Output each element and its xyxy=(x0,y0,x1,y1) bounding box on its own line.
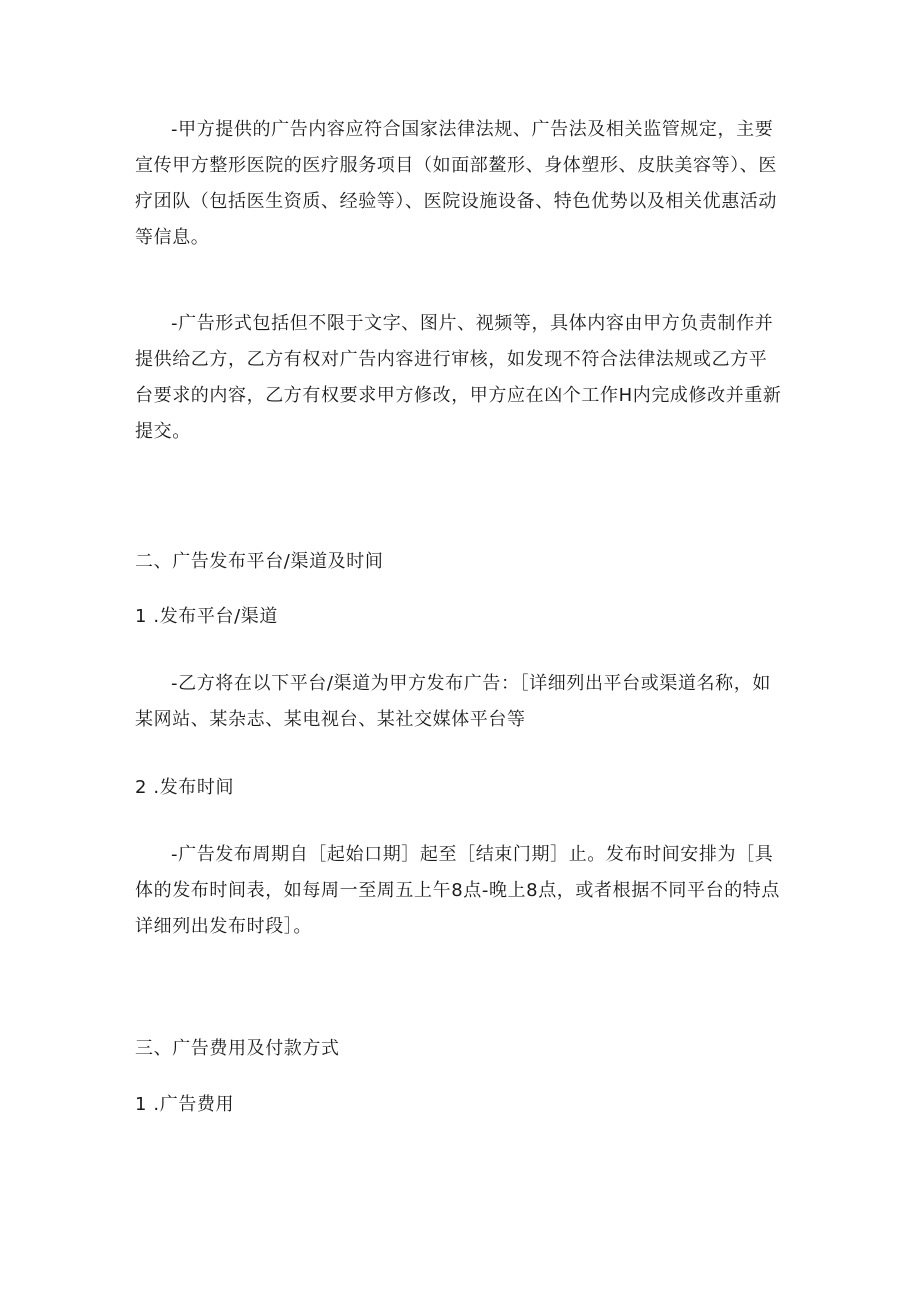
schedule-subheading: 2 .发布时间 xyxy=(135,777,235,798)
section-3-heading: 三、广告费用及付款方式 xyxy=(135,1038,340,1059)
platform-paragraph: -乙方将在以下平台/渠道为甲方发布广告：［详细列出平台或渠道名称，如某网站、某杂志、某电视台、某社交媒体平台等 xyxy=(135,673,771,730)
fee-subheading: 1 .广告费用 xyxy=(135,1094,235,1115)
section-2-heading: 二、广告发布平台/渠道及时间 xyxy=(135,551,384,572)
content-requirements-paragraph: -甲方提供的广告内容应符合国家法律法规、广告法及相关监管规定，主要宣传甲方整形医院的医疗服务项目（如面部鳌形、身体塑形、皮肤美容等）、医疗团队（包括医生资质、经验等）、医院设施设备、特色优势以及相关优惠活动等信息。 xyxy=(135,119,777,248)
schedule-paragraph: -广告发布周期自［起始口期］起至［结束门期］止。发布时间安排为［具体的发布时间表，如每周一至周五上午8点-晚上8点，或者根据不同平台的特点详细列出发布时段］。 xyxy=(135,844,780,937)
platform-subheading: 1 .发布平台/渠道 xyxy=(135,606,278,627)
ad-form-paragraph: -广告形式包括但不限于文字、图片、视频等，具体内容由甲方负责制作并提供给乙方，乙方有权对广告内容进行审核，如发现不符合法律法规或乙方平台要求的内容，乙方有权要求甲方修改，甲方应在凶个工作H内完成修改并重新提交。 xyxy=(135,313,782,442)
